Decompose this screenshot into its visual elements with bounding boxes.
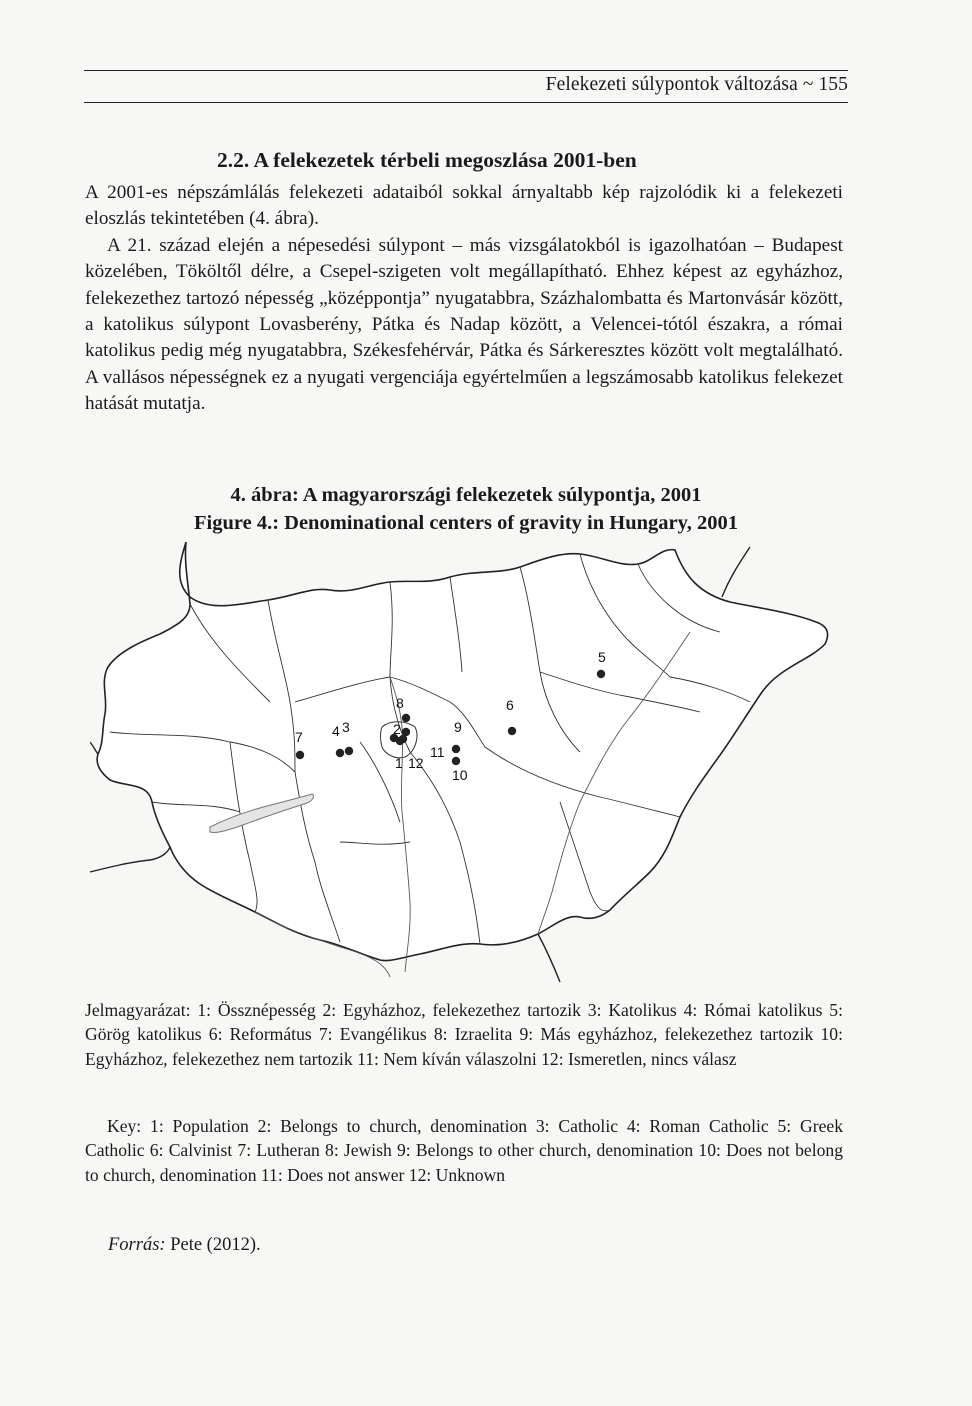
marker-label-5: 5 bbox=[598, 649, 606, 665]
country-outline bbox=[97, 542, 827, 961]
marker-dot-5 bbox=[597, 670, 605, 678]
map-area bbox=[90, 542, 838, 982]
marker-label-10: 10 bbox=[452, 767, 468, 783]
body-text bbox=[85, 180, 843, 418]
source-citation: Pete (2012). bbox=[170, 1235, 261, 1255]
marker-dot-8 bbox=[402, 714, 410, 722]
figure-caption-en: Figure 4.: Denominational centers of gravity in Hungary, 2001 bbox=[194, 512, 738, 534]
legend-english: Key: 1: Population 2: Belongs to church, denomination 3: Catholic 4: Roman Catholic 5: Greek Catholic 6: Calvinist 7: Lutheran 8: Jewish 9: Belongs to other church, denomination 10: Does not belong to church, denomination 11: Does not answer 12: Unknown bbox=[85, 1116, 843, 1185]
running-head: Felekezeti súlypontok változása ~ 155 bbox=[545, 74, 848, 95]
border-line-west bbox=[90, 742, 98, 754]
marker-dot-10 bbox=[452, 757, 460, 765]
marker-label-1: 1 bbox=[395, 755, 403, 771]
marker-dot-3 bbox=[345, 747, 353, 755]
marker-label-11: 11 bbox=[430, 744, 445, 760]
section-title: 2.2. A felekezetek térbeli megoszlása 2001-ben bbox=[217, 148, 637, 172]
marker-dot-4 bbox=[336, 749, 344, 757]
marker-label-12: 12 bbox=[408, 755, 424, 771]
figure-caption-hu: 4. ábra: A magyarországi felekezetek súlypontja, 2001 bbox=[230, 484, 702, 506]
marker-label-6: 6 bbox=[506, 697, 514, 713]
paragraph-intro: A 2001-es népszámlálás felekezeti adataiból sokkal árnyaltabb kép rajzolódik ki a felekezeti eloszlás tekintetében (4. ábra). bbox=[85, 182, 843, 230]
marker-dot-12 bbox=[396, 737, 404, 745]
marker-dot-6 bbox=[508, 727, 516, 735]
header-rule-bottom bbox=[84, 102, 848, 103]
marker-label-8: 8 bbox=[396, 695, 404, 711]
header-rule-top bbox=[84, 70, 848, 71]
marker-label-4: 4 bbox=[332, 723, 340, 739]
marker-label-2: 2 bbox=[393, 721, 401, 737]
paragraph-main: A 21. század elején a népesedési súlypont – más vizsgálatokból is igazolhatóan – Budapest közelében, Tököltől délre, a Csepel-szigeten volt megállapítható. Ehhez képest az egyházhoz, felekezethez tartozó népesség „középpontja” nyugatabbra, Százhalombatta és Martonvásár között, a katolikus súlypont Lovasberény, Pátka és Nadap között, a Velencei-tótól északra, a római katolikus pedig még nyugatabbra, Székesfehérvár, Pátka és Sárkeresztes között volt megtalálható. A vallásos népességnek ez a nyugati vergenciája egyértelműen a legszámosabb katolikus felekezet hatását mutatja. bbox=[85, 234, 843, 415]
marker-label-3: 3 bbox=[342, 719, 350, 735]
marker-label-7: 7 bbox=[295, 729, 303, 745]
marker-dot-7 bbox=[296, 751, 304, 759]
border-line-east bbox=[722, 547, 750, 597]
marker-label-9: 9 bbox=[454, 719, 462, 735]
marker-dot-9 bbox=[452, 745, 460, 753]
border-line-south bbox=[538, 934, 560, 982]
source-label: Forrás: bbox=[108, 1235, 166, 1255]
source-line bbox=[108, 1235, 261, 1256]
map-drawing bbox=[90, 542, 838, 982]
legend-hungarian: Jelmagyarázat: 1: Össznépesség 2: Egyházhoz, felekezethez tartozik 3: Katolikus 4: Római katolikus 5: Görög katolikus 6: Református 7: Evangélikus 8: Izraelita 9: Más egyházhoz, felekezethez tartozik 10: Egyházhoz, felekezethez nem tartozik 11: Nem kíván válaszolni 12: Ismeretlen, nincs válasz bbox=[85, 1000, 843, 1069]
border-line-southwest bbox=[90, 847, 170, 872]
